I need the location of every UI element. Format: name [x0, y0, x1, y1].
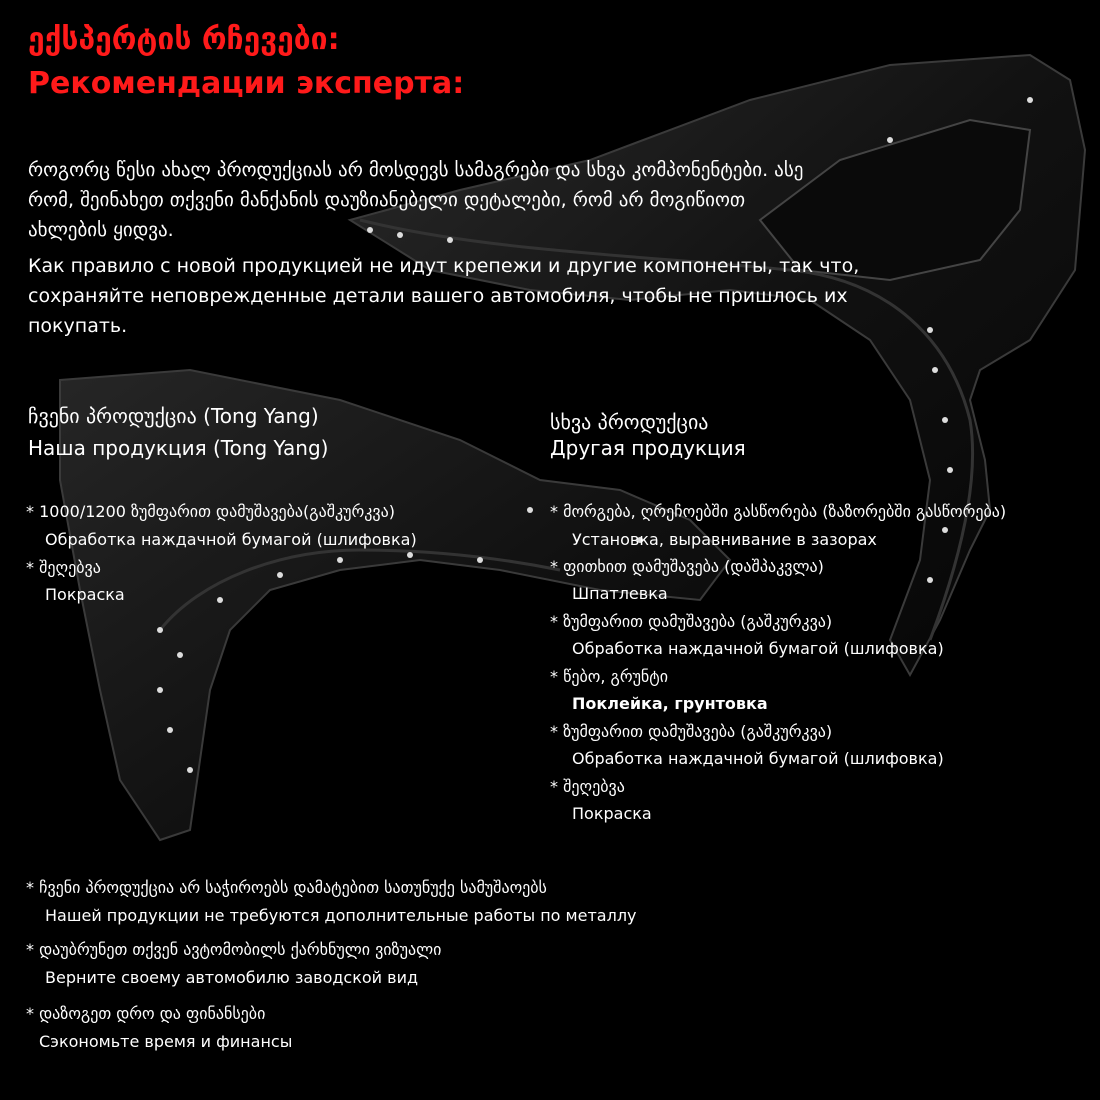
benefit-3 — [26, 1004, 265, 1023]
benefit-2-georgian: დაუბრუნეთ თქვენ ავტომობილს ქარხნული ვიზუალი — [39, 940, 442, 959]
benefit-3-georgian: დაზოგეთ დრო და ფინანსები — [39, 1004, 266, 1023]
our-step-2 — [26, 558, 101, 577]
other-step-5-georgian: ზუმფარით დამუშავება (გაშკურკვა) — [563, 722, 833, 741]
other-step-2-georgian: ფითხით დამუშავება (დაშპაკვლა) — [563, 557, 824, 576]
intro-russian-line-3: покупать. — [28, 315, 128, 337]
title-georgian: ექსპერტის რჩევები: — [28, 22, 340, 57]
our-step-1-georgian: 1000/1200 ზუმფარით დამუშავება(გაშკურკვა) — [39, 502, 395, 521]
benefit-1-georgian: ჩვენი პროდუქცია არ საჭიროებს დამატებით სათუნუქე სამუშაოებს — [39, 878, 547, 897]
bullet-marker: * — [26, 558, 34, 577]
title-russian: Рекомендации эксперта: — [28, 66, 465, 101]
other-step-1 — [550, 502, 1006, 521]
intro-georgian-line-3: ახლების ყიდვა. — [28, 219, 174, 241]
other-step-3-russian: Обработка наждачной бумагой (шлифовка) — [572, 639, 944, 658]
bullet-marker: * — [550, 612, 558, 631]
other-step-2 — [550, 557, 824, 576]
bullet-marker: * — [550, 502, 558, 521]
intro-russian-line-1: Как правило с новой продукцией не идут крепежи и другие компоненты, так что, — [28, 255, 860, 277]
bullet-marker: * — [550, 722, 558, 741]
our-product-heading-russian: Наша продукция (Tong Yang) — [28, 436, 329, 460]
other-step-4-russian: Поклейка, грунтовка — [572, 694, 768, 713]
other-step-4 — [550, 667, 668, 686]
other-step-2-russian: Шпатлевка — [572, 584, 668, 603]
our-step-1-russian: Обработка наждачной бумагой (шлифовка) — [45, 530, 417, 549]
our-step-1 — [26, 502, 395, 521]
benefit-2-russian: Верните своему автомобилю заводской вид — [45, 968, 419, 987]
other-step-1-georgian: მორგება, ღრეჩოებში გასწორება (ზაზორებში გასწორება) — [563, 502, 1007, 521]
other-step-5-russian: Обработка наждачной бумагой (шлифовка) — [572, 749, 944, 768]
intro-georgian-line-1: როგორც წესი ახალ პროდუქციას არ მოსდევს სამაგრები და სხვა კომპონენტები. ასე — [28, 159, 804, 181]
other-product-heading-georgian: სხვა პროდუქცია — [550, 410, 709, 434]
bullet-marker: * — [550, 667, 558, 686]
other-step-4-georgian: წებო, გრუნტი — [563, 667, 669, 686]
benefit-1-russian: Нашей продукции не требуются дополнительные работы по металлу — [45, 906, 637, 925]
bullet-marker: * — [550, 557, 558, 576]
other-step-1-russian: Установка, выравнивание в зазорах — [572, 530, 877, 549]
other-step-3-georgian: ზუმფარით დამუშავება (გაშკურკვა) — [563, 612, 833, 631]
bullet-marker: * — [26, 940, 34, 959]
benefit-1 — [26, 878, 547, 897]
our-step-2-georgian: შეღებვა — [39, 558, 101, 577]
other-step-6-russian: Покраска — [572, 804, 652, 823]
other-product-heading-russian: Другая продукция — [550, 436, 746, 460]
other-step-6 — [550, 777, 625, 796]
intro-russian-line-2: сохраняйте неповрежденные детали вашего автомобиля, чтобы не пришлось их — [28, 285, 848, 307]
benefit-2 — [26, 940, 441, 959]
other-step-3 — [550, 612, 832, 631]
other-step-6-georgian: შეღებვა — [563, 777, 625, 796]
bullet-marker: * — [26, 878, 34, 897]
other-step-5 — [550, 722, 832, 741]
fender-left-image — [40, 360, 760, 860]
bullet-marker: * — [26, 502, 34, 521]
our-product-heading-georgian: ჩვენი პროდუქცია (Tong Yang) — [28, 404, 319, 428]
bullet-marker: * — [550, 777, 558, 796]
benefit-3-russian: Сэкономьте время и финансы — [39, 1032, 293, 1051]
bullet-marker: * — [26, 1004, 34, 1023]
intro-georgian-line-2: რომ, შეინახეთ თქვენი მანქანის დაუზიანებელი დეტალები, რომ არ მოგიწიოთ — [28, 189, 746, 211]
our-step-2-russian: Покраска — [45, 585, 125, 604]
